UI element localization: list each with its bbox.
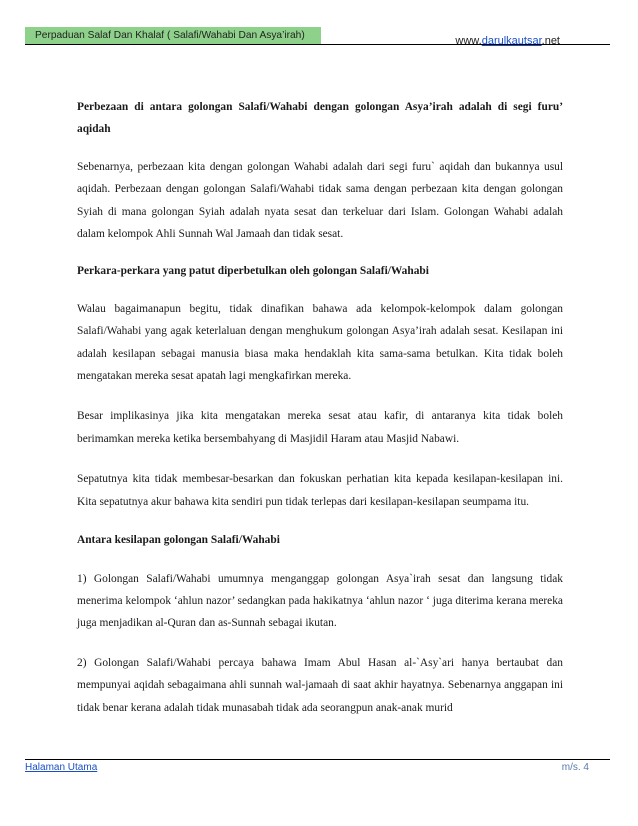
site-prefix: www. (455, 35, 482, 47)
paragraph-differences: Sebenarnya, perbezaan kita dengan golongan Wahabi adalah dari segi furu` aqidah dan bukannya usul aqidah. Perbezaan dengan golongan Salafi/Wahabi tidak sama dengan perbezaan kita dengan golongan Syiah di mana golongan Syiah adalah nyata sesat dan terkeluar dari Islam. Golongan Wahabi adalah dalam kelompok Ahli Sunnah Wal Jamaah dan tidak sesat. (77, 160, 563, 241)
footer-divider (25, 759, 610, 760)
document-body (77, 96, 563, 719)
document-header-title: Perpaduan Salaf Dan Khalaf ( Salafi/Wahabi Dan Asya’irah) (25, 27, 321, 44)
section-heading-differences: Perbezaan di antara golongan Salafi/Wahabi dengan golongan Asya’irah adalah di segi furu’ aqidah (77, 101, 563, 136)
section-heading-corrections: Perkara-perkara yang patut diperbetulkan oleh golongan Salafi/Wahabi (77, 265, 429, 278)
paragraph-corrections: Walau bagaimanapun begitu, tidak dinafikan bahawa ada kelompok-kelompok dalam golongan Salafi/Wahabi yang agak keterlaluan dengan menghukum golongan Asya’irah adalah sesat. Kesilapan ini adalah kesilapan sebagai manusia biasa maka hendaklah kita sama-sama betulkan. Kita tidak boleh mengatakan mereka sesat apatah lagi mengkafirkan mereka. (77, 302, 563, 383)
paragraph-focus: Sepatutnya kita tidak membesar-besarkan dan fokuskan perhatian kita kepada kesilapan-kesilapan ini. Kita sepatutnya akur bahawa kita sendiri pun tidak terlepas dari kesilapan-kesilapan seumpama itu. (77, 473, 563, 508)
site-suffix: .net (541, 35, 560, 47)
paragraph-mistake-1: 1) Golongan Salafi/Wahabi umumnya menganggap golongan Asya`irah sesat dan langsung tidak menerima kelompok ‘ahlun nazor’ sedangkan pada hakikatnya ‘ahlun nazor ‘ juga diterima kerana mereka juga menjadikan al-Quran dan as-Sunnah sebagai ikutan. (77, 572, 563, 630)
page-number: m/s. 4 (561, 762, 589, 773)
site-link[interactable]: darulkautsar (481, 35, 542, 47)
section-heading-mistakes: Antara kesilapan golongan Salafi/Wahabi (77, 534, 280, 547)
home-page-link[interactable]: Halaman Utama (25, 762, 98, 773)
paragraph-mistake-2: 2) Golongan Salafi/Wahabi percaya bahawa Imam Abul Hasan al-`Asy`ari hanya bertaubat dan mempunyai aqidah sebagaimana ahli sunnah wal-jamaah di saat akhir hayatnya. Sebenarnya anggapan ini tidak benar kerana adalah tidak munasabah tidak ada seorangpun anak-anak murid (77, 656, 563, 714)
paragraph-implications: Besar implikasinya jika kita mengatakan mereka sesat atau kafir, di antaranya kita tidak boleh berimamkan mereka ketika bersembahyang di Masjidil Haram atau Masjid Nabawi. (77, 410, 563, 445)
header-website (455, 35, 560, 47)
